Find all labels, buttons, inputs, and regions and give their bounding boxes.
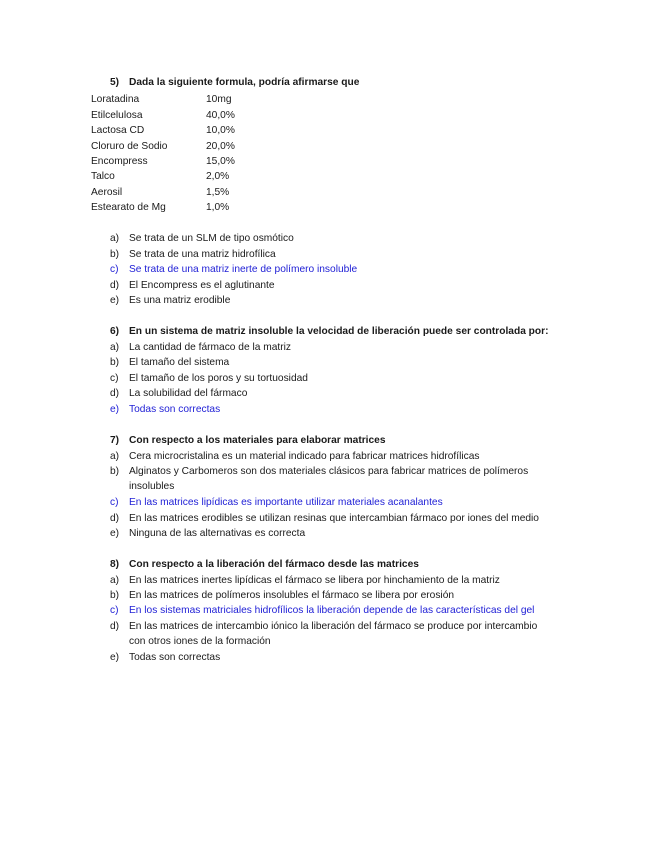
q5-option-d-text: El Encompress es el aglutinante	[129, 280, 275, 291]
q8-option-a-letter: a)	[110, 575, 120, 586]
q5-option-c-text: Se trata de una matriz inerte de polímero insoluble	[129, 264, 358, 275]
formula-value: 1,0%	[206, 202, 230, 213]
q7-option-d-letter: d)	[110, 513, 120, 524]
q8-option-e-letter: e)	[110, 652, 120, 663]
q8-option-c-letter: c)	[110, 605, 119, 616]
q6-option-b-letter: b)	[110, 357, 120, 368]
q5-option-d-letter: d)	[110, 280, 120, 291]
q8-option-d-text-continued: con otros iones de la formación	[129, 636, 271, 647]
q8-option-a-text: En las matrices inertes lipídicas el fármaco se libera por hinchamiento de la matriz	[129, 575, 500, 586]
formula-value: 10mg	[206, 94, 232, 105]
q7-question: Con respecto a los materiales para elaborar matrices	[129, 435, 386, 446]
q5-option-e-text: Es una matriz erodible	[129, 295, 231, 306]
q8-question: Con respecto a la liberación del fármaco desde las matrices	[129, 559, 419, 570]
q5-option-a-text: Se trata de un SLM de tipo osmótico	[129, 233, 294, 244]
q7-option-b-text-continued: insolubles	[129, 481, 175, 492]
q7-option-b-letter: b)	[110, 466, 120, 477]
q7-option-e-text: Ninguna de las alternativas es correcta	[129, 528, 306, 539]
q7-option-b-text: Alginatos y Carbomeros son dos materiales clásicos para fabricar matrices de polímeros	[129, 466, 529, 477]
q7-option-c-letter: c)	[110, 497, 119, 508]
formula-name: Etilcelulosa	[91, 110, 143, 121]
formula-value: 40,0%	[206, 110, 235, 121]
formula-name: Loratadina	[91, 94, 140, 105]
q5-option-e-letter: e)	[110, 295, 120, 306]
q5-question: Dada la siguiente formula, podría afirmarse que	[129, 77, 360, 88]
formula-name: Talco	[91, 171, 115, 182]
q8-number: 8)	[110, 559, 120, 570]
formula-value: 2,0%	[206, 171, 230, 182]
q7-option-c-text: En las matrices lipídicas es importante utilizar materiales acanalantes	[129, 497, 443, 508]
formula-value: 1,5%	[206, 187, 230, 198]
q6-number: 6)	[110, 326, 120, 337]
q6-option-a-text: La cantidad de fármaco de la matriz	[129, 342, 291, 353]
q6-option-d-letter: d)	[110, 388, 120, 399]
q7-number: 7)	[110, 435, 120, 446]
q5-option-b-text: Se trata de una matriz hidrofílica	[129, 249, 276, 260]
q6-question: En un sistema de matriz insoluble la velocidad de liberación puede ser controlada por:	[129, 326, 549, 337]
q5-option-c-letter: c)	[110, 264, 119, 275]
q8-option-e-text: Todas son correctas	[129, 652, 221, 663]
formula-name: Encompress	[91, 156, 148, 167]
q7-option-a-text: Cera microcristalina es un material indicado para fabricar matrices hidrofílicas	[129, 451, 480, 462]
q6-option-c-letter: c)	[110, 373, 119, 384]
q8-option-b-text: En las matrices de polímeros insolubles el fármaco se libera por erosión	[129, 590, 455, 601]
q6-option-e-letter: e)	[110, 404, 120, 415]
q7-option-e-letter: e)	[110, 528, 120, 539]
q6-option-a-letter: a)	[110, 342, 120, 353]
q8-option-d-letter: d)	[110, 621, 120, 632]
q7-option-d-text: En las matrices erodibles se utilizan resinas que intercambian fármaco por iones del medio	[129, 513, 539, 524]
formula-value: 10,0%	[206, 125, 235, 136]
formula-value: 15,0%	[206, 156, 235, 167]
q5-option-b-letter: b)	[110, 249, 120, 260]
q8-option-c-text: En los sistemas matriciales hidrofílicos la liberación depende de las características del gel	[129, 605, 535, 616]
q6-option-e-text: Todas son correctas	[129, 404, 221, 415]
formula-name: Estearato de Mg	[91, 202, 166, 213]
formula-name: Lactosa CD	[91, 125, 145, 136]
q6-option-d-text: La solubilidad del fármaco	[129, 388, 248, 399]
formula-value: 20,0%	[206, 141, 235, 152]
q6-option-c-text: El tamaño de los poros y su tortuosidad	[129, 373, 308, 384]
formula-name: Aerosil	[91, 187, 123, 198]
q5-number: 5)	[110, 77, 120, 88]
q8-option-d-text: En las matrices de intercambio iónico la liberación del fármaco se produce por intercambio	[129, 621, 538, 632]
q5-option-a-letter: a)	[110, 233, 120, 244]
q6-option-b-text: El tamaño del sistema	[129, 357, 230, 368]
formula-name: Cloruro de Sodio	[91, 141, 168, 152]
q8-option-b-letter: b)	[110, 590, 120, 601]
q7-option-a-letter: a)	[110, 451, 120, 462]
